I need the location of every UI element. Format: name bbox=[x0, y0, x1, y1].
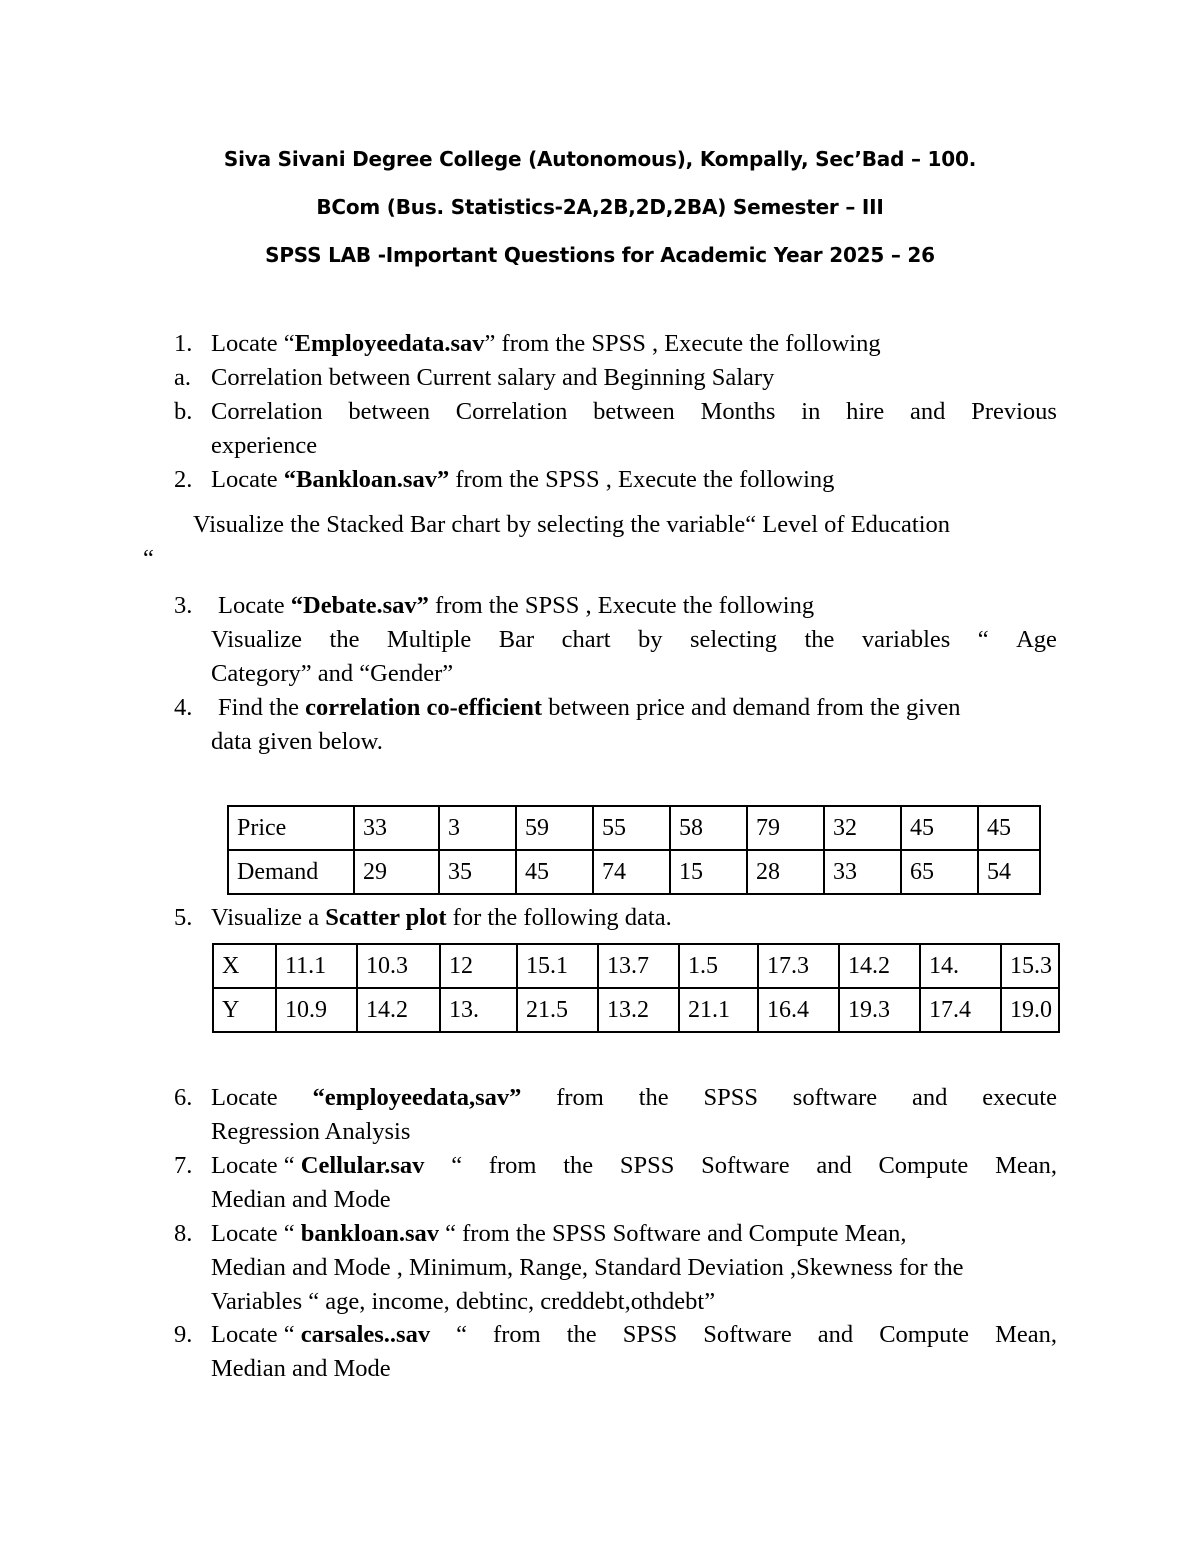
q9-word: SPSS bbox=[622, 1321, 678, 1348]
q6-word: and bbox=[911, 1084, 948, 1111]
q3-word: chart bbox=[561, 626, 611, 653]
q6-word: from bbox=[556, 1084, 604, 1111]
q3-line1 bbox=[211, 626, 1057, 654]
q9-word: Compute bbox=[879, 1321, 970, 1348]
q5-bold: Scatter plot bbox=[325, 904, 447, 931]
q4-pre: Find the bbox=[218, 694, 306, 721]
q2-line2: “ bbox=[143, 545, 154, 572]
q6-line2: Regression Analysis bbox=[211, 1118, 411, 1145]
q3-word: “ bbox=[977, 626, 989, 653]
q3-word: Multiple bbox=[386, 626, 472, 653]
table-cell: 65 bbox=[901, 850, 978, 894]
table-cell: 13. bbox=[440, 988, 517, 1032]
table-cell: Demand bbox=[228, 850, 354, 894]
q3-word: selecting bbox=[689, 626, 778, 653]
table-cell: 14.2 bbox=[839, 944, 920, 988]
q4-text bbox=[218, 694, 960, 722]
q7-pre: Locate “ bbox=[211, 1152, 301, 1179]
table-cell: 55 bbox=[593, 806, 670, 850]
q1b-word: Correlation bbox=[455, 398, 568, 425]
table-cell: 16.4 bbox=[758, 988, 839, 1032]
q9-word: Software bbox=[703, 1321, 792, 1348]
q1b-word: in bbox=[801, 398, 821, 425]
table-cell: 15 bbox=[670, 850, 747, 894]
q7-number: 7. bbox=[174, 1152, 193, 1179]
table-cell: 14. bbox=[920, 944, 1001, 988]
table-cell: 14.2 bbox=[357, 988, 440, 1032]
q6-word: SPSS bbox=[703, 1084, 758, 1111]
q1b-word: between bbox=[348, 398, 430, 425]
q7-lead bbox=[211, 1152, 424, 1180]
q8-pre: Locate “ bbox=[211, 1220, 301, 1247]
q6-number: 6. bbox=[174, 1084, 193, 1111]
q2-file: “Bankloan.sav” bbox=[283, 466, 450, 493]
q3-number: 3. bbox=[174, 592, 193, 619]
q6-word: the bbox=[638, 1084, 669, 1111]
table-cell: 12 bbox=[440, 944, 517, 988]
table-cell: 35 bbox=[439, 850, 516, 894]
q1b-text bbox=[211, 398, 1057, 426]
q9-word: and bbox=[817, 1321, 854, 1348]
table-cell: 10.9 bbox=[276, 988, 357, 1032]
table-cell: 58 bbox=[670, 806, 747, 850]
q6-word: software bbox=[792, 1084, 878, 1111]
q8-number: 8. bbox=[174, 1220, 193, 1247]
q3-word: variables bbox=[861, 626, 951, 653]
table-cell: 15.1 bbox=[517, 944, 598, 988]
q2-post: from the SPSS , Execute the following bbox=[449, 466, 835, 493]
q2-pre: Locate bbox=[211, 466, 284, 493]
q3-word: Age bbox=[1016, 626, 1057, 653]
q6-word: Locate bbox=[211, 1084, 278, 1111]
q3-word: Visualize bbox=[211, 626, 303, 653]
document-title: SPSS LAB -Important Questions for Academic Year 2025 – 26 bbox=[265, 243, 935, 267]
table-cell: X bbox=[213, 944, 276, 988]
q6-file: “employeedata,sav” bbox=[312, 1084, 522, 1111]
q9-word: from bbox=[493, 1321, 541, 1348]
q8-line3: Variables “ age, income, debtinc, creddebt,othdebt” bbox=[211, 1288, 716, 1315]
table-cell: 28 bbox=[747, 850, 824, 894]
table-cell: 45 bbox=[901, 806, 978, 850]
q3-word: the bbox=[804, 626, 835, 653]
table-cell: 79 bbox=[747, 806, 824, 850]
q1b-word: Correlation bbox=[211, 398, 323, 425]
q4-post: between price and demand from the given bbox=[542, 694, 961, 721]
q7-word: the bbox=[563, 1152, 594, 1179]
q5-text bbox=[211, 904, 672, 932]
table-cell: 54 bbox=[978, 850, 1040, 894]
q6-text bbox=[211, 1084, 1057, 1112]
q3-pre: Locate bbox=[218, 592, 291, 619]
q7-word: Mean, bbox=[995, 1152, 1057, 1179]
table-row bbox=[213, 988, 1059, 1032]
table-cell: 32 bbox=[824, 806, 901, 850]
q1-pre: Locate “ bbox=[211, 330, 295, 357]
q3-word: Bar bbox=[498, 626, 535, 653]
q1-file: Employeedata.sav bbox=[294, 330, 485, 357]
q9-word: the bbox=[566, 1321, 597, 1348]
q7-line2: Median and Mode bbox=[211, 1186, 391, 1213]
q7-file: Cellular.sav bbox=[300, 1152, 425, 1179]
table-cell: 74 bbox=[593, 850, 670, 894]
table-cell: Y bbox=[213, 988, 276, 1032]
q7-text bbox=[211, 1152, 1057, 1180]
q7-word: “ bbox=[451, 1152, 463, 1179]
q9-number: 9. bbox=[174, 1321, 193, 1348]
q1-number: 1. bbox=[174, 330, 193, 357]
q1b-word: and bbox=[910, 398, 946, 425]
q9-word: “ bbox=[456, 1321, 467, 1348]
q4-number: 4. bbox=[174, 694, 193, 721]
table-cell: 19.0 bbox=[1001, 988, 1059, 1032]
q7-word: Software bbox=[701, 1152, 790, 1179]
q7-word: SPSS bbox=[619, 1152, 675, 1179]
q7-word: from bbox=[488, 1152, 537, 1179]
q8-file: bankloan.sav bbox=[300, 1220, 440, 1247]
q5-number: 5. bbox=[174, 904, 193, 931]
q9-file: carsales..sav bbox=[300, 1321, 431, 1348]
q3-word: by bbox=[638, 626, 663, 653]
q9-word: Mean, bbox=[995, 1321, 1057, 1348]
table-cell: 19.3 bbox=[839, 988, 920, 1032]
table-cell: 13.2 bbox=[598, 988, 679, 1032]
table-row bbox=[228, 806, 1040, 850]
q8-text bbox=[211, 1220, 907, 1248]
q6-word: execute bbox=[982, 1084, 1057, 1111]
q1a-letter: a. bbox=[174, 364, 191, 391]
college-name: Siva Sivani Degree College (Autonomous), Kompally, Sec’Bad – 100. bbox=[223, 147, 977, 171]
q4-bold: correlation co-efficient bbox=[305, 694, 543, 721]
table-cell: 17.4 bbox=[920, 988, 1001, 1032]
q1-text bbox=[211, 330, 881, 358]
q4-line2: data given below. bbox=[211, 728, 383, 755]
q2-line1: Visualize the Stacked Bar chart by selecting the variable“ Level of Education bbox=[193, 511, 951, 538]
table-cell: 21.5 bbox=[517, 988, 598, 1032]
scatter-data-table bbox=[212, 943, 1060, 1033]
q1b-word: Months bbox=[700, 398, 776, 425]
q5-pre: Visualize a bbox=[211, 904, 326, 931]
q3-text bbox=[218, 592, 814, 620]
table-cell: 59 bbox=[516, 806, 593, 850]
q1b-continuation: experience bbox=[211, 432, 318, 459]
q1-post: ” from the SPSS , Execute the following bbox=[484, 330, 881, 357]
q1b-word: hire bbox=[846, 398, 885, 425]
q9-lead bbox=[211, 1321, 430, 1349]
q3-file: “Debate.sav” bbox=[290, 592, 429, 619]
table-row bbox=[228, 850, 1040, 894]
price-demand-table bbox=[227, 805, 1041, 895]
q5-post: for the following data. bbox=[446, 904, 672, 931]
q7-word: and bbox=[816, 1152, 852, 1179]
q2-number: 2. bbox=[174, 466, 193, 493]
q3-line2: Category” and “Gender” bbox=[211, 660, 454, 687]
table-cell: 1.5 bbox=[679, 944, 758, 988]
table-cell: 21.1 bbox=[679, 988, 758, 1032]
table-cell: 10.3 bbox=[357, 944, 440, 988]
q1b-word: Previous bbox=[971, 398, 1057, 425]
q2-text bbox=[211, 466, 834, 494]
table-cell: 29 bbox=[354, 850, 439, 894]
q9-pre: Locate “ bbox=[211, 1321, 301, 1348]
table-cell: 33 bbox=[354, 806, 439, 850]
table-cell: 11.1 bbox=[276, 944, 357, 988]
q9-line2: Median and Mode bbox=[211, 1355, 391, 1382]
q8-line2: Median and Mode , Minimum, Range, Standard Deviation ,Skewness for the bbox=[211, 1254, 964, 1281]
q9-text bbox=[211, 1321, 1057, 1349]
table-cell: 17.3 bbox=[758, 944, 839, 988]
table-cell: 45 bbox=[978, 806, 1040, 850]
table-cell: Price bbox=[228, 806, 354, 850]
course-title: BCom (Bus. Statistics-2A,2B,2D,2BA) Semester – III bbox=[316, 195, 884, 219]
q1a-text: Correlation between Current salary and Beginning Salary bbox=[211, 364, 775, 391]
table-cell: 13.7 bbox=[598, 944, 679, 988]
table-cell: 45 bbox=[516, 850, 593, 894]
q7-word: Compute bbox=[878, 1152, 969, 1179]
q8-post: “ from the SPSS Software and Compute Mean, bbox=[439, 1220, 907, 1247]
q3-post: from the SPSS , Execute the following bbox=[428, 592, 815, 619]
q3-word: the bbox=[329, 626, 360, 653]
table-cell: 33 bbox=[824, 850, 901, 894]
table-cell: 3 bbox=[439, 806, 516, 850]
q1b-word: between bbox=[593, 398, 675, 425]
q1b-letter: b. bbox=[174, 398, 193, 425]
table-row bbox=[213, 944, 1059, 988]
table-cell: 15.3 bbox=[1001, 944, 1059, 988]
